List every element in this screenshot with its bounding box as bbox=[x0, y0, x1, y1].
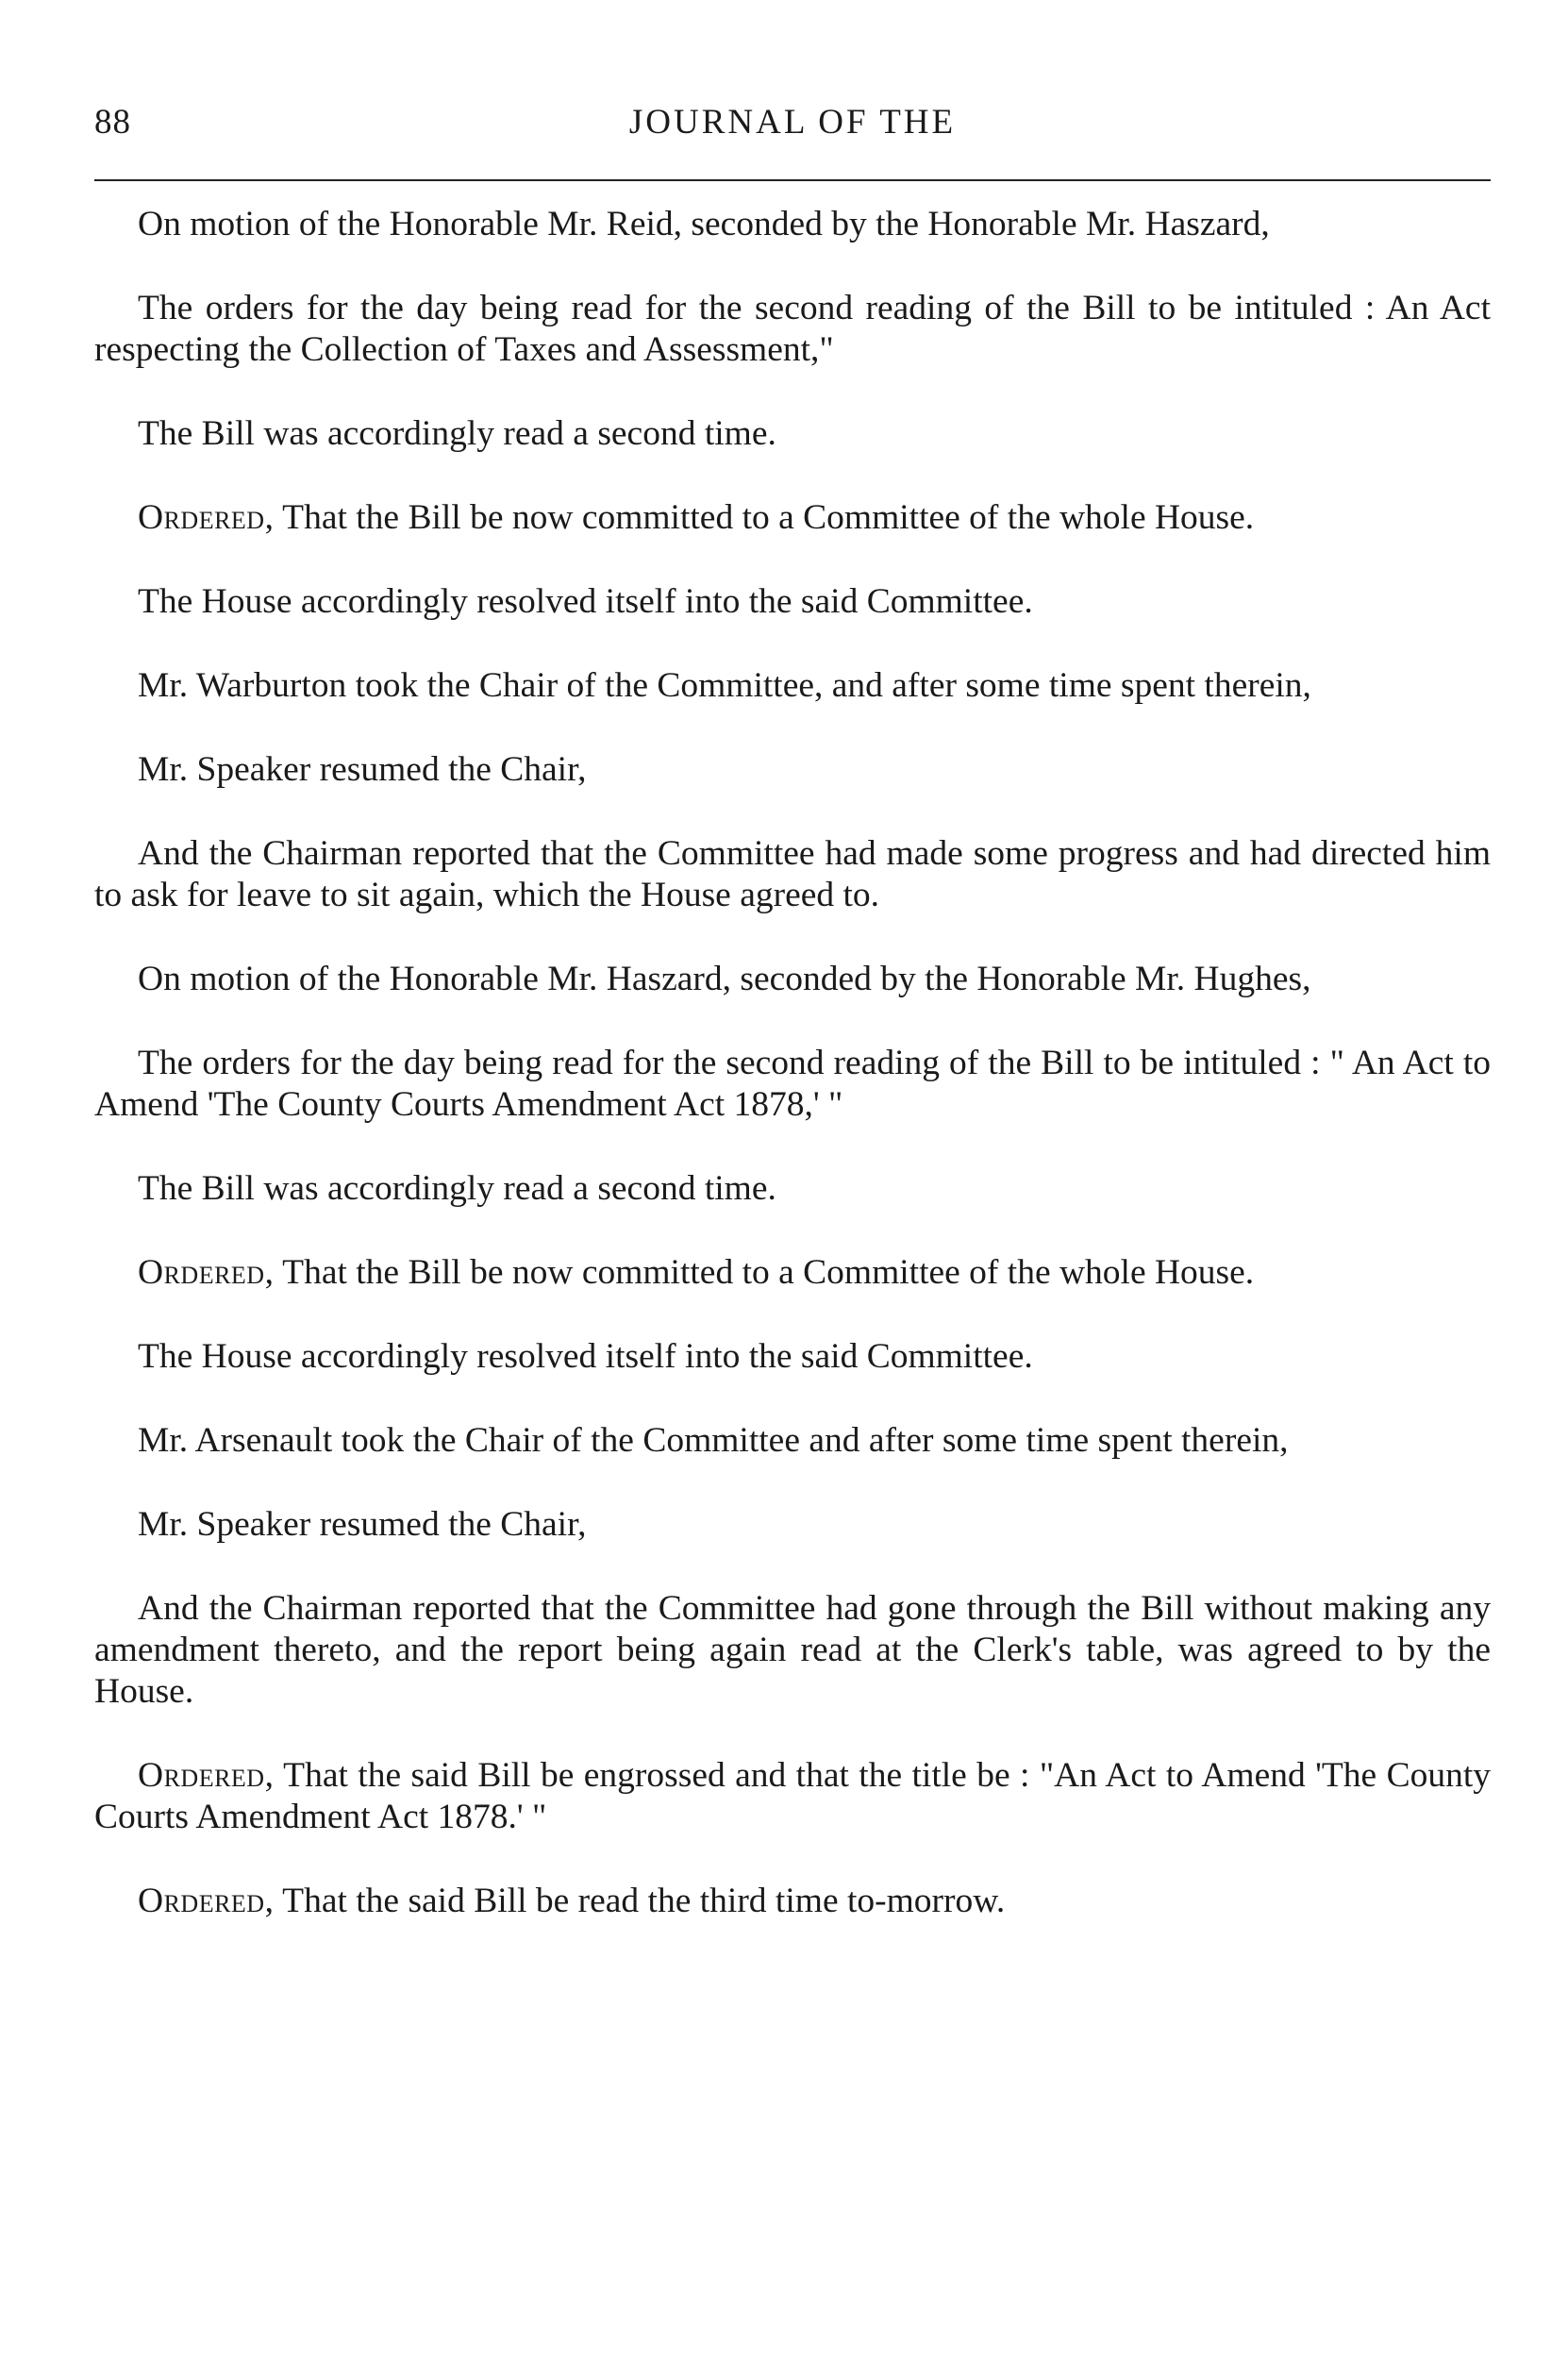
paragraph-chairman-progress bbox=[94, 833, 1491, 916]
paragraph-text: On motion of the Honorable Mr. Reid, seconded by the Honorable Mr. Haszard, bbox=[138, 205, 1270, 243]
paragraph-chairman-reported bbox=[94, 1588, 1491, 1713]
paragraph-second-reading bbox=[94, 1168, 1491, 1210]
paragraph-text: Mr. Speaker resumed the Chair, bbox=[138, 750, 587, 789]
paragraph-motion-reid bbox=[94, 204, 1491, 245]
paragraph-text: That the Bill be now committed to a Committee of the whole House. bbox=[274, 1253, 1255, 1292]
ordered-lead: Ordered, bbox=[138, 498, 275, 537]
header-rule bbox=[94, 179, 1491, 181]
paragraph-text: The Bill was accordingly read a second time. bbox=[138, 1169, 776, 1208]
paragraph-orders-county-courts bbox=[94, 1043, 1491, 1126]
paragraph-text: That the said Bill be read the third time to-morrow. bbox=[274, 1882, 1006, 1920]
paragraph-text: And the Chairman reported that the Committee had gone through the Bill without making any amendment thereto, and the report being again read at the Clerk's table, was agreed to by the House. bbox=[94, 1589, 1491, 1711]
paragraph-house-resolved bbox=[94, 581, 1491, 623]
paragraph-ordered-engrossed bbox=[94, 1755, 1491, 1838]
journal-body bbox=[94, 204, 1491, 1965]
paragraph-ordered-committed bbox=[94, 497, 1491, 539]
paragraph-text: Mr. Arsenault took the Chair of the Committee and after some time spent therein, bbox=[138, 1421, 1289, 1460]
ordered-lead: Ordered, bbox=[138, 1882, 275, 1920]
paragraph-warburton-chair bbox=[94, 665, 1491, 707]
paragraph-text: And the Chairman reported that the Committee had made some progress and had directed him to ask for leave to sit again, which the House agreed to. bbox=[94, 834, 1491, 914]
paragraph-text: Mr. Speaker resumed the Chair, bbox=[138, 1505, 587, 1544]
paragraph-motion-haszard bbox=[94, 959, 1491, 1000]
paragraph-text: The orders for the day being read for the second reading of the Bill to be intituled : " An Act to Amend 'The County Courts Amendment Act 1878,' " bbox=[94, 1044, 1491, 1124]
page-header bbox=[94, 102, 1491, 159]
paragraph-text: That the Bill be now committed to a Committee of the whole House. bbox=[274, 498, 1255, 537]
paragraph-ordered-committed bbox=[94, 1252, 1491, 1294]
running-title: JOURNAL OF THE bbox=[628, 103, 957, 142]
paragraph-text: The Bill was accordingly read a second time. bbox=[138, 414, 776, 453]
paragraph-speaker-resumed bbox=[94, 749, 1491, 791]
page-number: 88 bbox=[94, 103, 131, 142]
paragraph-orders-taxes-bill bbox=[94, 288, 1491, 371]
paragraph-text: The House accordingly resolved itself into the said Committee. bbox=[138, 1337, 1033, 1376]
paragraph-ordered-third-reading bbox=[94, 1881, 1491, 1922]
ordered-lead: Ordered, bbox=[138, 1756, 275, 1795]
paragraph-second-reading bbox=[94, 413, 1491, 455]
paragraph-text: The orders for the day being read for the second reading of the Bill to be intituled : An Act respecting the Collection of Taxes and Assessment," bbox=[94, 289, 1491, 369]
paragraph-text: That the said Bill be engrossed and that the title be : "An Act to Amend 'The County Courts Amendment Act 1878.' " bbox=[94, 1756, 1491, 1836]
ordered-lead: Ordered, bbox=[138, 1253, 275, 1292]
paragraph-speaker-resumed bbox=[94, 1504, 1491, 1546]
paragraph-house-resolved bbox=[94, 1336, 1491, 1378]
paragraph-text: Mr. Warburton took the Chair of the Committee, and after some time spent therein, bbox=[138, 666, 1311, 705]
paragraph-text: On motion of the Honorable Mr. Haszard, seconded by the Honorable Mr. Hughes, bbox=[138, 960, 1311, 998]
paragraph-text: The House accordingly resolved itself into the said Committee. bbox=[138, 582, 1033, 621]
paragraph-arsenault-chair bbox=[94, 1420, 1491, 1462]
